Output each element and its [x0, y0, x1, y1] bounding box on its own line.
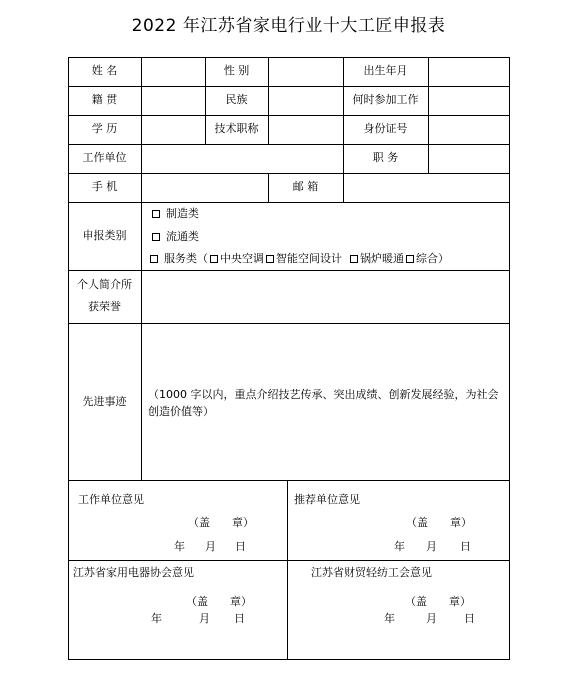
day-label: 日 — [464, 612, 475, 625]
checkbox-icon — [210, 255, 218, 263]
col-divider — [268, 57, 269, 144]
seal-text: （盖 章） — [188, 516, 254, 529]
label-position: 职 务 — [372, 151, 399, 164]
seal-text: （盖 章） — [186, 595, 252, 608]
year-label: 年 — [394, 540, 405, 553]
day-label: 日 — [234, 612, 245, 625]
row-divider — [68, 202, 510, 203]
label-gender: 性 别 — [223, 64, 250, 77]
row-divider — [68, 560, 510, 561]
month-label: 月 — [426, 612, 437, 625]
label-tech-title: 技术职称 — [214, 122, 259, 135]
label-intro-line1: 个人简介所 — [77, 278, 132, 291]
year-label: 年 — [174, 540, 185, 553]
option-manufacturing-label: 制造类 — [166, 207, 199, 220]
checkbox-icon — [152, 210, 160, 218]
deeds-hint: （1000 字以内，重点介绍技艺传承、突出成绩、创新发展经验，为社会创造价值等） — [148, 388, 499, 418]
row-divider — [68, 115, 510, 116]
option-general: 综合） — [416, 252, 449, 265]
label-ethnicity: 民族 — [225, 93, 248, 106]
option-central-ac: 中央空调 — [220, 252, 264, 265]
year-label: 年 — [384, 612, 395, 625]
col-divider — [428, 57, 429, 173]
checkbox-icon — [266, 255, 274, 263]
option-manufacturing — [152, 207, 199, 221]
seal-text: （盖 章） — [405, 595, 471, 608]
row-divider — [68, 86, 510, 87]
month-label: 月 — [205, 540, 216, 553]
label-intro-line2: 获荣誉 — [88, 300, 121, 313]
seal-text: （盖 章） — [406, 516, 472, 529]
row-divider — [68, 144, 510, 145]
union-opinion-title: 江苏省财贸轻纺工会意见 — [311, 566, 432, 579]
option-boiler-heating: 锅炉暖通 — [360, 252, 404, 265]
label-id-number: 身份证号 — [363, 122, 408, 135]
label-mobile: 手 机 — [91, 180, 118, 193]
row-divider — [68, 173, 510, 174]
option-service-label: 服务类（ — [164, 252, 208, 265]
label-name: 姓 名 — [91, 64, 118, 77]
recommender-opinion-title: 推荐单位意见 — [294, 493, 360, 506]
day-label: 日 — [235, 540, 246, 553]
row-divider — [68, 270, 510, 271]
label-education: 学 历 — [91, 122, 118, 135]
checkbox-icon — [406, 255, 414, 263]
checkbox-icon — [152, 233, 160, 241]
label-deeds: 先进事迹 — [82, 395, 127, 408]
option-service — [150, 252, 449, 266]
option-distribution-label: 流通类 — [166, 230, 199, 243]
col-divider — [141, 57, 142, 480]
label-email: 邮 箱 — [292, 180, 319, 193]
label-category: 申报类别 — [82, 229, 127, 242]
month-label: 月 — [199, 612, 210, 625]
row-divider — [68, 480, 510, 481]
checkbox-icon — [350, 255, 358, 263]
option-smart-space: 智能空间设计 — [276, 252, 342, 265]
day-label: 日 — [460, 540, 471, 553]
label-origin: 籍 贯 — [91, 93, 118, 106]
employer-opinion-title: 工作单位意见 — [78, 493, 144, 506]
year-label: 年 — [151, 612, 162, 625]
label-work-start: 何时参加工作 — [352, 93, 419, 106]
page-title: 2022 年江苏省家电行业十大工匠申报表 — [131, 16, 446, 36]
option-distribution — [152, 230, 199, 244]
month-label: 月 — [426, 540, 437, 553]
label-birth: 出生年月 — [363, 64, 408, 77]
label-employer: 工作单位 — [82, 151, 127, 164]
col-divider — [287, 480, 288, 660]
row-divider — [68, 323, 510, 324]
checkbox-icon — [150, 255, 158, 263]
association-opinion-title: 江苏省家用电器协会意见 — [73, 566, 194, 579]
